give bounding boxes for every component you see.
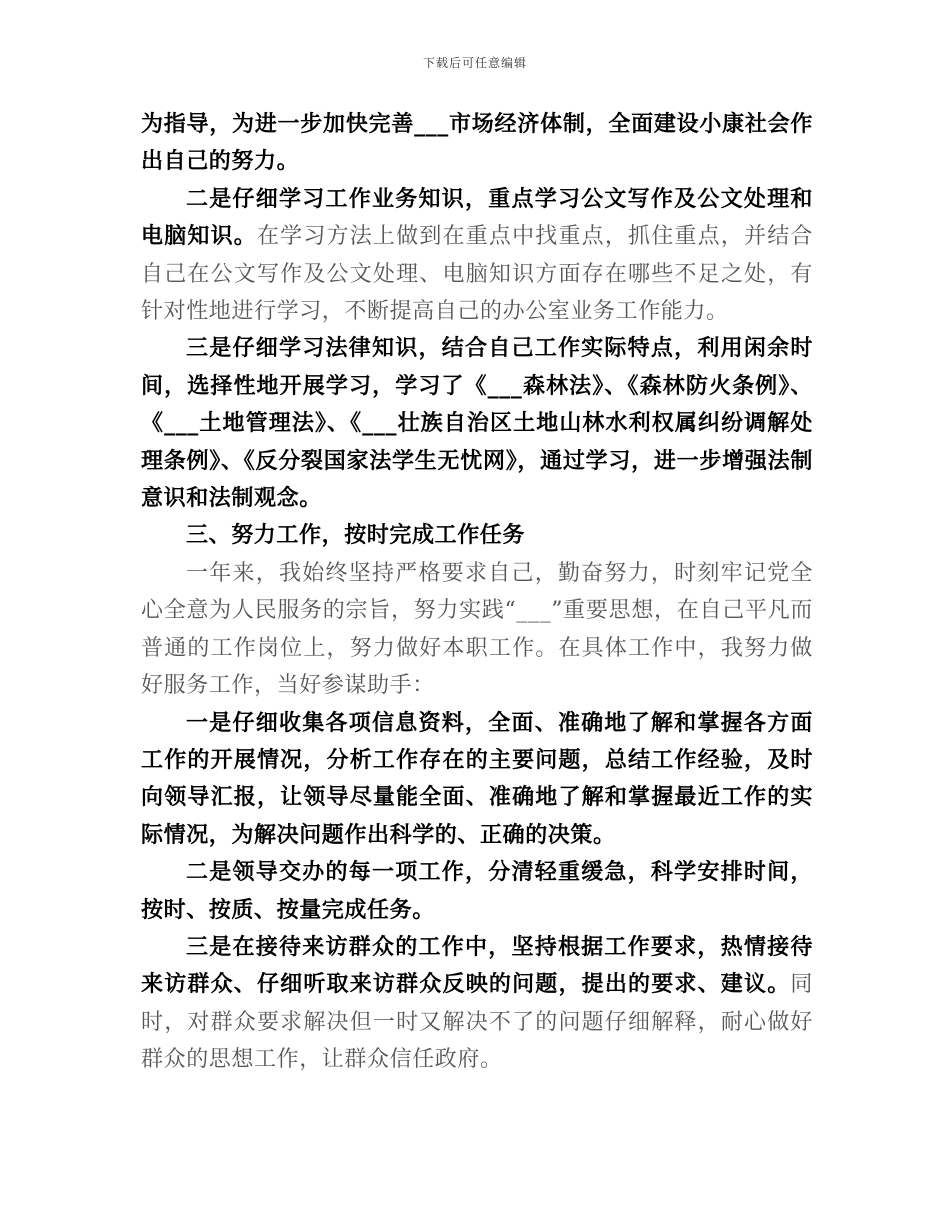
paragraph-1 [141, 106, 813, 181]
paragraph-7-bold-text: 二是领导交办的每一项工作，分清轻重缓急，科学安排时间，按时、按质、按量完成任务。 [141, 860, 813, 923]
paragraph-6 [141, 705, 813, 855]
paragraph-3 [141, 330, 813, 517]
paragraph-5-light-text: 一年来，我始终坚持严格要求自己，勤奋努力，时刻牢记党全心全意为人民服务的宗旨，努力实践“___”重要思想，在自己平凡而普通的工作岗位上，努力做好本职工作。在具体工作中，我努力做好服务工作，当好参谋助手： [141, 560, 813, 699]
paragraph-2-bold-text: 二是仔细学习工作业务知识，重点学习公文写作及公文处理和电脑知识。 [141, 186, 813, 250]
paragraph-2 [141, 181, 813, 331]
page-header: 下载后可任意编辑 [422, 56, 527, 70]
paragraph-2-light-text: 在学习方法上做到在重点中找重点，抓住重点，并结合自己在公文写作及公文处理、电脑知识方面存在哪些不足之处，有针对性地进行学习，不断提高自己的办公室业务工作能力。 [141, 224, 813, 325]
paragraph-8 [141, 929, 813, 1079]
paragraph-3-bold-text: 三是仔细学习法律知识，结合自己工作实际特点，利用闲余时间，选择性地开展学习，学习了《___森林法》、《森林防火条例》、《___土地管理法》、《___壮族自治区土地山林水利权属纠纷调解处理条例》、《反分裂国家法学生无忧网》，通过学习，进一步增强法制意识和法制观念。 [141, 336, 813, 512]
paragraph-7 [141, 854, 813, 929]
paragraph-5 [141, 555, 813, 705]
document-body [141, 106, 813, 1079]
paragraph-1-bold-text: 为指导，为进一步加快完善___市场经济体制，全面建设小康社会作出自己的努力。 [141, 112, 813, 175]
paragraph-6-bold-text: 一是仔细收集各项信息资料，全面、准确地了解和掌握各方面工作的开展情况，分析工作存在的主要问题，总结工作经验，及时向领导汇报，让领导尽量能全面、准确地了解和掌握最近工作的实际情况，为解决问题作出科学的、正确的决策。 [141, 710, 813, 848]
paragraph-8-light-text: 同时，对群众要求解决但一时又解决不了的问题仔细解释，耐心做好群众的思想工作，让群众信任政府。 [141, 972, 813, 1073]
section-heading [141, 517, 813, 554]
paragraph-8-bold-text: 三是在接待来访群众的工作中，坚持根据工作要求，热情接待来访群众、仔细听取来访群众反映的问题，提出的要求、建议。 [141, 934, 813, 998]
section-heading-text: 三、努力工作，按时完成工作任务 [186, 523, 526, 549]
